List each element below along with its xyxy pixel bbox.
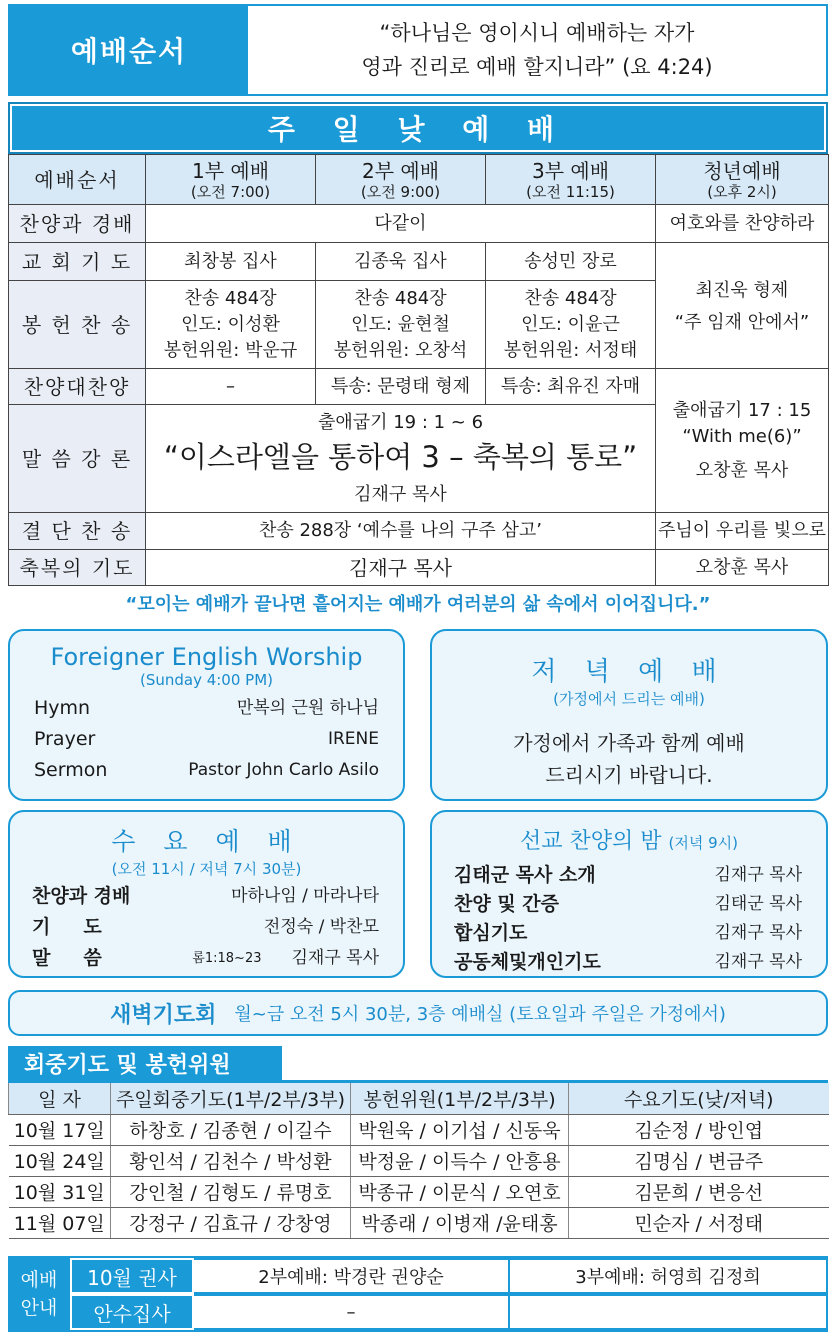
prayer-2nd: 김종욱 집사 bbox=[316, 243, 486, 281]
col-time: (오전 9:00) bbox=[360, 182, 441, 201]
row-cell: 박종래 / 이병재 /윤태홍 bbox=[351, 1207, 569, 1238]
mission-title-text: 선교 찬양의 밤 bbox=[520, 829, 662, 854]
row-date: 10월 31일 bbox=[9, 1176, 111, 1207]
list-item bbox=[454, 861, 802, 890]
table-row bbox=[9, 369, 829, 405]
col-time: (오전 7:00) bbox=[190, 182, 271, 201]
evening-line: 드리시기 바랍니다. bbox=[545, 763, 713, 787]
worship-guide bbox=[8, 1256, 828, 1332]
table-header-row bbox=[9, 155, 829, 205]
sermon-cell bbox=[146, 405, 656, 513]
col-title: 2부 예배 bbox=[361, 158, 440, 183]
col-time: (오후 2시) bbox=[707, 182, 777, 201]
col-header-1st bbox=[146, 155, 316, 205]
item-value: 김재구 목사 bbox=[714, 923, 802, 943]
item-key: Sermon bbox=[34, 759, 108, 781]
guide-header-line: 안내 bbox=[20, 1297, 58, 1319]
list-item bbox=[454, 890, 802, 919]
col-header-3rd bbox=[486, 155, 656, 205]
row-cell: 강정구 / 김효규 / 강창영 bbox=[111, 1207, 351, 1238]
row-cell: 박정윤 / 이득수 / 안흥용 bbox=[351, 1145, 569, 1176]
table-row bbox=[9, 1176, 829, 1207]
offering-1st bbox=[146, 281, 316, 369]
item-value: 만복의 근원 하나님 bbox=[236, 698, 379, 718]
evening-line: 가정에서 가족과 함께 예배 bbox=[513, 731, 745, 755]
english-worship-box bbox=[8, 629, 405, 801]
english-list bbox=[10, 689, 403, 786]
item-key: Hymn bbox=[34, 697, 91, 719]
blessing-all: 김재구 목사 bbox=[146, 550, 656, 586]
item-key: 찬양과 경배 bbox=[32, 885, 131, 907]
youth-preacher: 오창훈 목사 bbox=[695, 459, 789, 481]
row-label: 봉 헌 찬 송 bbox=[9, 281, 146, 369]
row-label: 결 단 찬 송 bbox=[9, 513, 146, 550]
list-item bbox=[454, 919, 802, 948]
wednesday-time: (오전 11시 / 저녁 7시 30분) bbox=[111, 860, 302, 878]
closing-youth: 주님이 우리를 빛으로 bbox=[656, 513, 829, 550]
row-cell: 김순정 / 방인엽 bbox=[569, 1114, 829, 1145]
sermon-title: “이스라엘을 통하여 3 – 축복의 통로” bbox=[163, 439, 638, 474]
mission-list bbox=[432, 855, 826, 977]
row-label: 찬양대찬양 bbox=[9, 369, 146, 405]
evening-sub: (가정에서 드리는 예배) bbox=[553, 690, 705, 708]
list-item bbox=[34, 724, 379, 755]
col-header: 수요기도(낮/저녁) bbox=[569, 1083, 829, 1114]
youth-song: “주 임재 안에서” bbox=[674, 311, 810, 333]
ushers-2nd: – bbox=[194, 1296, 508, 1328]
table-row bbox=[9, 550, 829, 586]
youth-prayer-leader: 최진욱 형제 bbox=[695, 279, 789, 301]
usher-3rd: 3부예배: 허영희 김정희 bbox=[510, 1260, 826, 1292]
item-value: 김태군 목사 bbox=[714, 894, 802, 914]
list-item bbox=[32, 881, 379, 912]
praise-youth: 여호와를 찬양하라 bbox=[656, 205, 829, 243]
row-cell: 박종규 / 이문식 / 오연호 bbox=[351, 1176, 569, 1207]
ushers-3rd bbox=[510, 1296, 826, 1328]
offering-hymn: 찬송 484장 bbox=[524, 287, 617, 309]
table-row bbox=[9, 1114, 829, 1145]
item-key: 찬양 및 간증 bbox=[454, 893, 559, 915]
row-cell: 강인철 / 김형도 / 류명호 bbox=[111, 1176, 351, 1207]
table-row bbox=[9, 513, 829, 550]
header-verse bbox=[248, 6, 826, 94]
dawn-text: 월~금 오전 5시 30분, 3층 예배실 (토요일과 주일은 가정에서) bbox=[234, 1004, 726, 1025]
offering-hymn: 찬송 484장 bbox=[354, 287, 447, 309]
item-value: 김재구 목사 bbox=[291, 948, 379, 968]
offering-lead: 인도: 윤현철 bbox=[351, 313, 450, 335]
list-item bbox=[34, 693, 379, 724]
item-key: 합심기도 bbox=[454, 922, 528, 944]
row-label: 축복의 기도 bbox=[9, 550, 146, 586]
row-cell: 박원욱 / 이기섭 / 신동욱 bbox=[351, 1114, 569, 1145]
row-label: 교 회 기 도 bbox=[9, 243, 146, 281]
item-ref: 롬1:18~23 bbox=[192, 951, 262, 966]
mission-title bbox=[432, 824, 826, 855]
col-header-2nd bbox=[316, 155, 486, 205]
col-header: 주일회중기도(1부/2부/3부) bbox=[111, 1083, 351, 1114]
list-item bbox=[454, 948, 802, 977]
guide-header bbox=[10, 1258, 68, 1330]
col-header: 일 자 bbox=[9, 1083, 111, 1114]
sunday-service-banner: 주 일 낮 예 배 bbox=[8, 102, 828, 154]
item-key: 말 씀 bbox=[32, 947, 102, 969]
english-title: Foreigner English Worship bbox=[50, 643, 363, 671]
table-row bbox=[9, 1207, 829, 1238]
item-key: 기 도 bbox=[32, 916, 102, 938]
row-label: 말 씀 강 론 bbox=[9, 405, 146, 513]
row-label: 찬양과 경배 bbox=[9, 205, 146, 243]
row-date: 11월 07일 bbox=[9, 1207, 111, 1238]
evening-text bbox=[432, 727, 826, 791]
closing-quote: “모이는 예배가 끝나면 흩어지는 예배가 여러분의 삶 속에서 이어집니다.” bbox=[125, 594, 711, 615]
choir-2nd: 특송: 문령태 형제 bbox=[316, 369, 486, 405]
item-value: 마하나임 / 마라나타 bbox=[231, 886, 379, 906]
wednesday-title: 수 요 예 배 bbox=[111, 827, 302, 856]
mission-time: (저녁 9시) bbox=[668, 834, 738, 852]
col-title: 청년예배 bbox=[703, 158, 781, 183]
mission-praise-box bbox=[430, 810, 828, 978]
choir-1st: – bbox=[146, 369, 316, 405]
row-cell: 황인석 / 김천수 / 박성환 bbox=[111, 1145, 351, 1176]
prayer-3rd: 송성민 장로 bbox=[486, 243, 656, 281]
prayer-1st: 최창봉 집사 bbox=[146, 243, 316, 281]
dawn-title: 새벽기도회 bbox=[110, 1002, 217, 1028]
item-key: Prayer bbox=[34, 728, 96, 750]
row-cell: 김명심 / 변금주 bbox=[569, 1145, 829, 1176]
offering-member: 봉헌위원: 오창석 bbox=[333, 339, 468, 361]
row-date: 10월 24일 bbox=[9, 1145, 111, 1176]
page-title: 예배순서 bbox=[10, 6, 248, 94]
guide-header-line: 예배 bbox=[20, 1269, 58, 1291]
evening-worship-box bbox=[430, 629, 828, 801]
col-title: 1부 예배 bbox=[191, 158, 270, 183]
row-cell: 하창호 / 김종현 / 이길수 bbox=[111, 1114, 351, 1145]
list-item bbox=[34, 755, 379, 786]
verse-line-1: “하나님은 영이시니 예배하는 자가 bbox=[379, 21, 695, 45]
sermon-preacher: 김재구 목사 bbox=[354, 483, 447, 505]
row-cell: 김문희 / 변응선 bbox=[569, 1176, 829, 1207]
list-item bbox=[32, 943, 379, 974]
table-header-row bbox=[9, 1083, 829, 1114]
list-item bbox=[32, 912, 379, 943]
col-title: 3부 예배 bbox=[531, 158, 610, 183]
evening-title: 저 녁 예 배 bbox=[531, 657, 727, 687]
wednesday-worship-box bbox=[8, 810, 405, 978]
youth-sermon bbox=[656, 369, 829, 513]
youth-scripture: 출애굽기 17 : 15 bbox=[672, 399, 812, 421]
col-header-order: 예배순서 bbox=[9, 155, 146, 205]
blessing-youth: 오창훈 목사 bbox=[656, 550, 829, 586]
youth-sermon-title: “With me(6)” bbox=[682, 425, 802, 447]
offering-2nd bbox=[316, 281, 486, 369]
item-value: Pastor John Carlo Asilo bbox=[188, 760, 379, 780]
prayer-table bbox=[8, 1083, 829, 1239]
table-row bbox=[9, 243, 829, 281]
item-value: 전정숙 / 박찬모 bbox=[263, 917, 379, 937]
usher-label: 10월 권사 bbox=[70, 1258, 194, 1294]
item-key: 공동체및개인기도 bbox=[454, 951, 601, 973]
ushers-label: 안수집사 bbox=[70, 1294, 194, 1330]
table-row bbox=[9, 1145, 829, 1176]
closing-all: 찬송 288장 ‘예수를 나의 구주 삼고’ bbox=[146, 513, 656, 550]
col-header: 봉헌위원(1부/2부/3부) bbox=[351, 1083, 569, 1114]
col-time: (오전 11:15) bbox=[526, 182, 615, 201]
prayer-youth bbox=[656, 243, 829, 369]
english-time: (Sunday 4:00 PM) bbox=[139, 671, 274, 689]
item-key: 김태군 목사 소개 bbox=[454, 864, 596, 886]
col-header-youth bbox=[656, 155, 829, 205]
praise-all: 다같이 bbox=[146, 205, 656, 243]
usher-2nd: 2부예배: 박경란 권양순 bbox=[194, 1260, 508, 1292]
row-cell: 민순자 / 서정태 bbox=[569, 1207, 829, 1238]
wednesday-list bbox=[10, 879, 403, 974]
offering-member: 봉헌위원: 박운규 bbox=[163, 339, 298, 361]
header-box bbox=[8, 4, 828, 96]
verse-line-2: 영과 진리로 예배 할지니라” (요 4:24) bbox=[361, 55, 713, 79]
offering-3rd bbox=[486, 281, 656, 369]
item-value: 김재구 목사 bbox=[714, 865, 802, 885]
dawn-prayer-box bbox=[8, 990, 828, 1036]
item-value: IRENE bbox=[327, 729, 379, 749]
offering-hymn: 찬송 484장 bbox=[184, 287, 277, 309]
item-value: 김재구 목사 bbox=[714, 952, 802, 972]
offering-member: 봉헌위원: 서정태 bbox=[503, 339, 638, 361]
prayer-section-title: 회중기도 및 봉헌위원 bbox=[8, 1046, 282, 1080]
choir-3rd: 특송: 최유진 자매 bbox=[486, 369, 656, 405]
offering-lead: 인도: 이윤근 bbox=[521, 313, 620, 335]
row-date: 10월 17일 bbox=[9, 1114, 111, 1145]
service-order-table bbox=[8, 154, 829, 586]
offering-lead: 인도: 이성환 bbox=[181, 313, 280, 335]
sermon-scripture: 출애굽기 19 : 1 ~ 6 bbox=[317, 411, 484, 433]
table-row bbox=[9, 205, 829, 243]
